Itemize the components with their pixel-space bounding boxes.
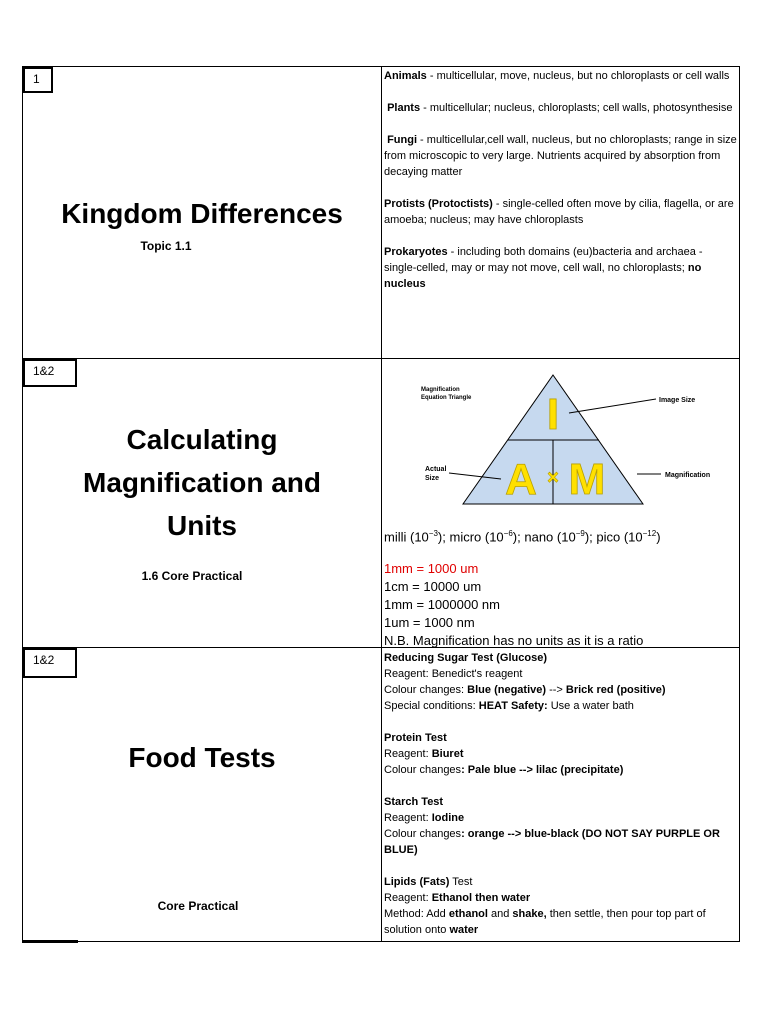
starch-colour: Colour changes: orange --> blue-black (DO NOT SAY PURPLE OR BLUE) <box>384 828 720 856</box>
triangle-caption-line1: Magnification <box>421 387 460 393</box>
letter-magnification: M <box>568 455 606 504</box>
bottom-tab-edge <box>22 940 78 943</box>
times-sign: × <box>547 467 559 489</box>
row2-title-line3: Units <box>167 510 237 541</box>
conversion-mm-um: 1mm = 1000 um <box>384 561 479 576</box>
triangle-caption-line2: Equation Triangle <box>421 395 472 401</box>
row2-subtitle: 1.6 Core Practical <box>141 569 243 583</box>
protein-colour: Colour changes: Pale blue --> lilac (precipitate) <box>384 764 624 776</box>
label-magnification: Magnification <box>665 472 711 479</box>
kingdom-protists: Protists (Protoctists) - single-celled often move by cilia, flagella, or are amoeba; nucleus; may have chloroplasts <box>384 198 734 226</box>
label-actual-line1: Actual <box>425 466 447 473</box>
pointer-image-size <box>569 399 656 413</box>
kingdom-fungi: Fungi - multicellular,cell wall, nucleus, but no chloroplasts; range in size from microscopic to very large. Nutrients acquired by absorption from decaying matter <box>384 134 737 178</box>
label-actual-line2: Size <box>425 475 440 482</box>
row2-badge: 1&2 <box>23 359 77 387</box>
revision-table <box>22 66 740 942</box>
sugar-reagent: Reagent: Benedict's reagent <box>384 668 523 680</box>
magnification-triangle-diagram <box>393 369 713 509</box>
sugar-special: Special conditions: HEAT Safety: Use a water bath <box>384 700 634 712</box>
magnification-note: N.B. Magnification has no units as it is a ratio <box>384 633 644 648</box>
lipids-method: Method: Add ethanol and shake, then settle, then pour top part of solution onto water <box>384 908 706 936</box>
row3-subtitle: Core Practical <box>157 899 239 913</box>
starch-heading: Starch Test <box>384 796 444 808</box>
letter-image: I <box>546 390 560 439</box>
food-tests-text <box>384 650 738 942</box>
kingdom-prokaryotes: Prokaryotes - including both domains (eu)bacteria and archaea - single-celled, may or may not move, cell wall, no chloroplasts; no nucleus <box>384 246 703 290</box>
conversion-mm-nm: 1mm = 1000000 nm <box>384 597 500 612</box>
conversion-cm-um: 1cm = 10000 um <box>384 579 482 594</box>
row1-title: Kingdom Differences <box>61 198 343 229</box>
kingdom-plants: Plants - multicellular; nucleus, chloroplasts; cell walls, photosynthesise <box>387 102 733 114</box>
row2-title-line1: Calculating <box>126 424 278 455</box>
conversion-um-nm: 1um = 1000 nm <box>384 615 475 630</box>
row1-badge: 1 <box>23 67 53 93</box>
sugar-colour: Colour changes: Blue (negative) --> Brick red (positive) <box>384 684 666 696</box>
unit-conversions <box>384 560 738 650</box>
protein-reagent: Reagent: Biuret <box>384 748 464 760</box>
row3-badge: 1&2 <box>23 648 77 678</box>
row1-subtitle: Topic 1.1 <box>140 239 192 253</box>
starch-reagent: Reagent: Iodine <box>384 812 465 824</box>
row3-title: Food Tests <box>128 742 276 773</box>
lipids-heading: Lipids (Fats) Test <box>384 876 473 888</box>
si-prefixes: milli $(10^{-3})$; micro $(10^{-6})$; nano $(10^{-9})$; pico $(10^{-12})$ <box>384 529 661 545</box>
label-image-size: Image Size <box>659 397 696 404</box>
kingdom-differences-text <box>384 68 738 292</box>
column-divider <box>381 67 382 941</box>
letter-actual: A <box>505 455 537 504</box>
lipids-reagent: Reagent: Ethanol then water <box>384 892 531 904</box>
protein-heading: Protein Test <box>384 732 447 744</box>
kingdom-animals: Animals - multicellular, move, nucleus, but no chloroplasts or cell walls <box>384 70 730 82</box>
row2-title-line2: Magnification and <box>83 467 321 498</box>
sugar-heading: Reducing Sugar Test (Glucose) <box>384 652 547 664</box>
row-divider-1 <box>23 358 739 359</box>
